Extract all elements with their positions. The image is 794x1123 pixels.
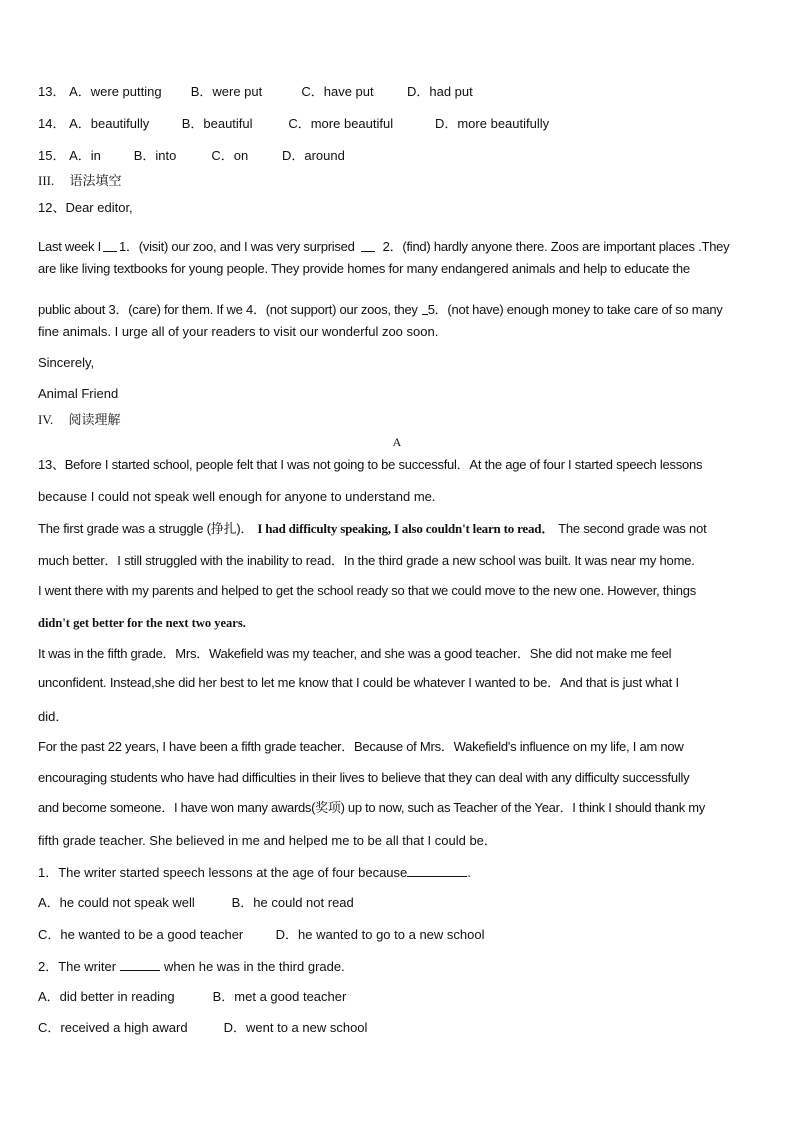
option-b: B．met a good teacher <box>212 989 347 1004</box>
question-14 <box>38 116 549 132</box>
passage-label: A <box>392 435 402 449</box>
passage-line: because I could not speak well enough for anyone to understand me. <box>38 489 436 504</box>
letter-line-1: Last week I 1．(visit) our zoo, and I was very surprised 2．(find) hardly anyone there. Zoos are important places .They <box>38 239 730 254</box>
question-1-options-cd <box>38 927 484 943</box>
section-title: 语法填空 <box>69 173 122 188</box>
letter-closing: Sincerely, <box>38 355 95 370</box>
letter-heading: 12、Dear editor, <box>38 200 133 215</box>
option-a: A．did better in reading <box>38 989 175 1004</box>
option-a: A．he could not speak well <box>38 895 195 910</box>
passage-line: fifth grade teacher. She believed in me and helped me to be all that I could be． <box>38 833 497 848</box>
option-a: A．in <box>69 148 101 163</box>
option-d: D．he wanted to go to a new school <box>275 927 485 942</box>
question-1: 1．The writer started speech lessons at the age of four because . <box>38 865 471 880</box>
letter-line-3: public about 3．(care) for them. If we 4．(not support) our zoos, they 5．(not have) enough money to take care of so many <box>38 302 723 317</box>
question-number: 15． <box>38 148 66 163</box>
option-a: A．beautifully <box>69 116 150 131</box>
letter-signature: Animal Friend <box>38 386 119 401</box>
question-number: 13． <box>38 84 66 99</box>
option-b: B．he could not read <box>231 895 354 910</box>
question-2: 2．The writer when he was in the third grade. <box>38 959 345 974</box>
letter-line-4: fine animals. I urge all of your readers to visit our wonderful zoo soon. <box>38 324 439 339</box>
passage-line: For the past 22 years, I have been a fifth grade teacher．Because of Mrs．Wakefield's influence on my life, I am now <box>38 739 684 754</box>
letter-line-2: are like living textbooks for young people. They provide homes for many endangered animals and help to educate the <box>38 261 690 276</box>
blank-line <box>103 243 117 252</box>
option-a: A．were putting <box>69 84 162 99</box>
section-title: 阅读理解 <box>68 412 121 427</box>
question-15 <box>38 148 345 164</box>
question-13 <box>38 84 473 100</box>
passage-line: The first grade was a struggle (挣扎)． I had difficulty speaking, I also couldn't learn to read． The second grade was not <box>38 521 707 536</box>
option-b: B．were put <box>190 84 263 99</box>
passage-line: It was in the fifth grade．Mrs．Wakefield was my teacher, and she was a good teacher．She did not make me feel <box>38 646 672 661</box>
passage-line: unconfident. Instead,she did her best to let me know that I could be whatever I wanted to be．And that is just what I <box>38 675 679 690</box>
option-c: C．received a high award <box>38 1020 188 1035</box>
passage-line: I went there with my parents and helped to get the school ready so that we could move to the new one. However, things <box>38 583 696 598</box>
passage-line: 13、Before I started school, people felt that I was not going to be successful．At the age of four I started speech lessons <box>38 457 703 472</box>
answer-blank <box>407 865 467 877</box>
question-1-options-ab <box>38 895 354 911</box>
option-d: D．around <box>281 148 345 163</box>
passage-line: and become someone．I have won many awards(奖项) up to now, such as Teacher of the Year．I think I should thank my <box>38 800 705 815</box>
option-c: C．more beautiful <box>288 116 394 131</box>
passage-line: encouraging students who have had difficulties in their lives to believe that they can deal with any difficulty successfully <box>38 770 690 785</box>
section-heading-3 <box>38 173 122 189</box>
option-c: C．have put <box>301 84 374 99</box>
option-d: D．had put <box>406 84 473 99</box>
question-2-options-ab <box>38 989 346 1005</box>
blank-line <box>361 243 375 252</box>
section-number: IV. <box>38 412 54 427</box>
passage-line: did． <box>38 709 69 724</box>
option-b: B．beautiful <box>181 116 253 131</box>
section-heading-4 <box>38 412 121 428</box>
question-number: 14． <box>38 116 66 131</box>
answer-blank <box>120 959 160 971</box>
passage-line: didn't get better for the next two years. <box>38 616 246 630</box>
section-number: III. <box>38 173 55 188</box>
option-b: B．into <box>133 148 177 163</box>
option-c: C．he wanted to be a good teacher <box>38 927 244 942</box>
question-2-options-cd <box>38 1020 367 1036</box>
option-c: C．on <box>211 148 249 163</box>
passage-line: much better．I still struggled with the inability to read．In the third grade a new school was built. It was near my home. <box>38 553 695 568</box>
option-d: D．more beautifully <box>434 116 550 131</box>
option-d: D．went to a new school <box>223 1020 368 1035</box>
